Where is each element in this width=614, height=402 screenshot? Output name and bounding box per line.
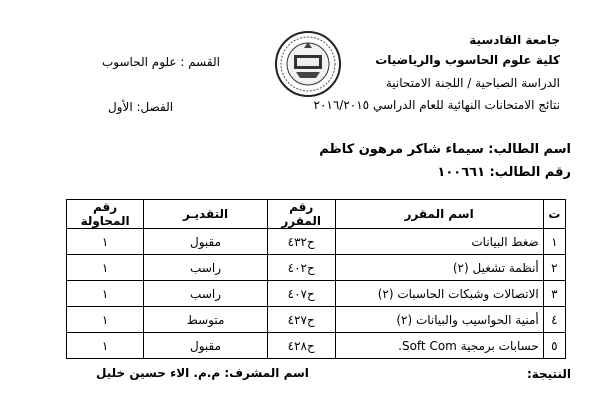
course-name: حسابات برمجية Soft Com. <box>335 333 543 359</box>
course-code: ح٤٠٢ <box>267 255 335 281</box>
header-index: ت <box>543 200 565 229</box>
study-type: الدراسة الصباحية / اللجنة الامتحانية <box>385 76 560 90</box>
grade: راسب <box>144 255 268 281</box>
semester: الفصل: الأول <box>108 100 174 114</box>
course-name: الاتصالات وشبكات الحاسبات (٢) <box>335 281 543 307</box>
course-code: ح٤٢٧ <box>267 307 335 333</box>
course-code: ح٤٠٧ <box>267 281 335 307</box>
student-number: رقم الطالب: ١٠٠٦٦١ <box>437 165 571 180</box>
course-code: ح٤٣٢ <box>267 229 335 255</box>
attempt-number: ١ <box>67 281 144 307</box>
row-index: ٥ <box>543 333 565 359</box>
results-title: نتائج الامتحانات النهائية للعام الدراسي ٢٠١٦/٢٠١٥ <box>313 98 560 112</box>
grade: مقبول <box>144 333 268 359</box>
course-code: ح٤٢٨ <box>267 333 335 359</box>
row-index: ٢ <box>543 255 565 281</box>
grade: راسب <box>144 281 268 307</box>
header-grade: التقديـر <box>144 200 268 229</box>
course-name: أنظمة تشغيل (٢) <box>335 255 543 281</box>
table-row <box>67 333 566 359</box>
college-name: كلية علوم الحاسوب والرياضيات <box>375 53 560 67</box>
university-name: جامعة القادسية <box>469 33 560 47</box>
table-row <box>67 229 566 255</box>
result-label: النتيجة: <box>526 367 571 381</box>
attempt-number: ١ <box>67 307 144 333</box>
university-seal-logo <box>274 30 342 98</box>
supervisor-name: اسم المشرف: م.م. الاء حسين خليل <box>96 366 309 380</box>
grade: متوسط <box>144 307 268 333</box>
attempt-number: ١ <box>67 333 144 359</box>
course-name: ضغط البيانات <box>335 229 543 255</box>
grade: مقبول <box>144 229 268 255</box>
student-name: اسم الطالب: سيماء شاكر مرهون كاظم <box>319 142 571 157</box>
attempt-number: ١ <box>67 255 144 281</box>
header-course-name: اسم المقرر <box>335 200 543 229</box>
grades-table <box>66 199 566 359</box>
header-course-code: رقم المقرر <box>267 200 335 229</box>
table-row <box>67 281 566 307</box>
attempt-number: ١ <box>67 229 144 255</box>
row-index: ١ <box>543 229 565 255</box>
course-name: أمنية الحواسيب والبيانات (٢) <box>335 307 543 333</box>
table-header-row <box>67 200 566 229</box>
row-index: ٣ <box>543 281 565 307</box>
row-index: ٤ <box>543 307 565 333</box>
header-attempt: رقم المحاولة <box>67 200 144 229</box>
table-row <box>67 307 566 333</box>
table-row <box>67 255 566 281</box>
department: القسم : علوم الحاسوب <box>102 55 220 69</box>
